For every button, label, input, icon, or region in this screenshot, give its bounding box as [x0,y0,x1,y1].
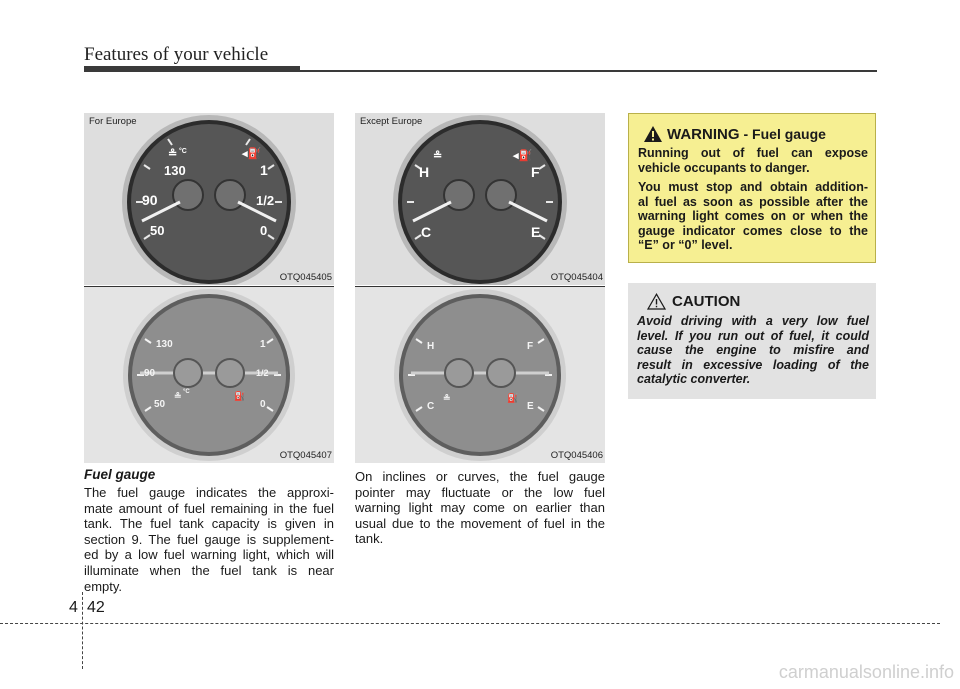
paragraph-line: illuminate when the fuel tank is near [84,562,334,578]
caution-triangle-icon [647,293,666,310]
figure-except-europe-light [355,287,605,463]
watermark: carmanualsonline.info [778,662,954,682]
caution-heading [647,293,740,310]
temp-scale-high: 130 [164,163,186,178]
paragraph-line: You must stop and obtain addition- [638,180,868,194]
coolant-temp-icon: ≗ [168,148,178,160]
fuel-scale-full: F [531,164,540,180]
paragraph-line: pointer may fluctuate or the low fuel [355,484,605,500]
paragraph-line: Avoid driving with a very low fuel [637,314,869,328]
temp-scale-high: H [427,341,435,352]
paragraph-line: section 9. The fuel gauge is supplement- [84,531,334,547]
figure-code: OTQ045405 [279,272,332,283]
temp-scale-low: 50 [150,223,165,238]
header-bar [84,66,300,72]
temp-scale-high: H [419,164,430,180]
figure-region-label: For Europe [89,116,137,127]
paragraph-line: al fuel as soon as possible after the [638,194,868,209]
paragraph-line: “E” or “0” level. [638,238,733,252]
fuel-scale-empty: 0 [260,223,268,238]
coolant-temp-icon: ≗ [443,393,451,403]
paragraph-line: level. If you run out of fuel, it could [637,328,869,343]
paragraph-line: vehicle occupants to danger. [638,160,810,175]
warning-paragraph [638,180,868,253]
caution-paragraph [637,314,869,387]
temp-scale-low: C [421,224,432,240]
coolant-temp-icon: ≗ [433,150,443,162]
figure-region-label: Except Europe [360,116,423,127]
paragraph-line: catalytic converter. [637,372,751,386]
gauge-cluster-europe-dark [84,113,334,285]
fuel-scale-half: 1/2 [256,193,275,208]
header-rule [300,70,877,72]
temp-scale-high: 130 [156,339,173,350]
fuel-scale-full: 1 [260,339,266,350]
gauge-cluster-europe-light [84,287,334,463]
temp-unit-label: °C [183,389,190,395]
warning-triangle-icon [643,125,663,143]
figure-europe-dark [84,113,334,285]
paragraph-line: empty. [84,578,123,594]
paragraph-line: warning light comes on or when the [638,209,868,223]
warning-title: WARNING [667,125,740,143]
fuel-scale-empty: E [531,224,541,240]
figure-code: OTQ045407 [279,450,332,461]
temp-scale-low: 50 [154,399,166,410]
paragraph-line: gauge indicator comes close to the [638,223,868,238]
paragraph-line: result in excessive loading of the [637,357,869,372]
footer-vertical-rule [82,592,83,669]
gauge-cluster-except-europe-dark [355,113,605,285]
page-header-title: Features of your vehicle [84,44,269,65]
fuel-scale-empty: E [527,401,534,412]
warning-heading [643,125,826,143]
paragraph-line: cause the engine to misfire and [637,343,869,357]
gauge-cluster-except-europe-light [355,287,605,463]
caution-box [628,283,876,399]
incline-paragraph [355,469,605,547]
fuel-pump-icon: ◂⛽ [513,150,533,162]
caution-title: CAUTION [672,293,741,310]
fuel-pump-icon: ⛽ [234,391,246,401]
temp-scale-mid: 90 [144,368,156,379]
warning-box [628,113,876,263]
figure-except-europe-dark [355,113,605,285]
section-title: Fuel gauge [84,467,156,482]
paragraph-line: warning light may come on earlier than [355,500,605,516]
warning-paragraph [638,146,868,175]
warning-subtitle: - Fuel gauge [743,126,826,142]
footer-rule [0,623,940,624]
page-number: 42 [87,599,105,616]
fuel-pump-icon: ⛽ [507,393,519,403]
coolant-temp-icon: ≗ [174,391,182,401]
paragraph-line: tank. [355,531,384,547]
fuel-scale-full: F [527,341,534,352]
temp-unit-label: °C [179,148,187,155]
figure-code: OTQ045406 [550,450,603,461]
figure-europe-light [84,287,334,463]
fuel-scale-half: 1/2 [256,368,269,378]
paragraph-line: Running out of fuel can expose [638,146,868,160]
paragraph-line: The fuel gauge indicates the approxi- [84,485,334,500]
fuel-scale-full: 1 [260,162,268,178]
paragraph-line: mate amount of fuel remaining in the fuel [84,500,334,516]
paragraph-line: usual due to the movement of fuel in the [355,515,605,531]
paragraph-line: tank. The fuel tank capacity is given in [84,516,334,532]
fuel-pump-icon: ◂⛽ [242,148,262,160]
fuel-scale-empty: 0 [260,399,266,410]
paragraph-line: On inclines or curves, the fuel gauge [355,469,605,484]
fuel-gauge-paragraph [84,485,334,594]
paragraph-line: ed by a low fuel warning light, which will [84,547,334,563]
chapter-number: 4 [69,599,78,616]
temp-scale-low: C [427,401,435,412]
figure-code: OTQ045404 [550,272,603,283]
temp-scale-mid: 90 [142,192,158,208]
